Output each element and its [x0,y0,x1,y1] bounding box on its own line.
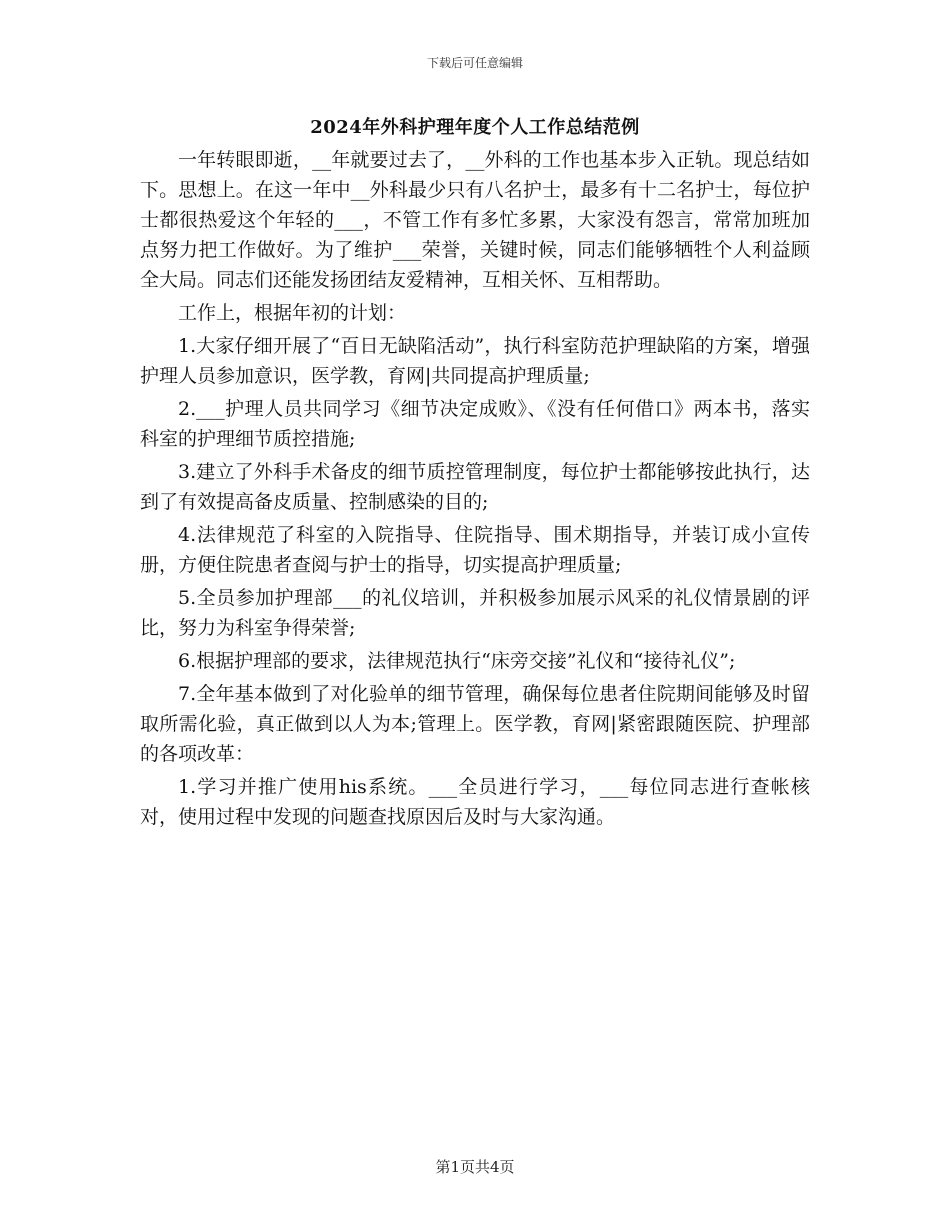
paragraph-item-3: 3.建立了外科手术备皮的细节质控管理制度，每位护士都能够按此执行，达到了有效提高备皮质量、控制感染的目的; [140,461,810,513]
document-body [140,145,810,832]
paragraph-intro: 一年转眼即逝，__年就要过去了，__外科的工作也基本步入正轨。现总结如下。思想上。在这一年中__外科最少只有八名护士，最多有十二名护士，每位护士都很热爱这个年轻的___，不管工作有多忙多累，大家没有怨言，常常加班加点努力把工作做好。为了维护___荣誉，关键时候，同志们能够牺牲个人利益顾全大局。同志们还能发扬团结友爱精神，互相关怀、互相帮助。 [140,149,810,291]
document-title: 2024年外科护理年度个人工作总结范例 [310,117,640,138]
paragraph-item-7: 7.全年基本做到了对化验单的细节管理，确保每位患者住院期间能够及时留取所需化验，真正做到以人为本;管理上。医学教，育网|紧密跟随医院、护理部的各项改革： [140,683,810,765]
paragraph-item-1: 1.大家仔细开展了“百日无缺陷活动”，执行科室防范护理缺陷的方案，增强护理人员参加意识，医学教，育网|共同提高护理质量; [140,335,810,387]
paragraph-work-plan: 工作上，根据年初的计划： [178,302,407,324]
paragraph-item-2: 2.___护理人员共同学习《细节决定成败》、《没有任何借口》两本书，落实科室的护理细节质控措施; [140,398,810,450]
page-number: 第1页共4页 [435,1158,515,1176]
paragraph-item-5: 5.全员参加护理部___的礼仪培训，并积极参加展示风采的礼仪情景剧的评比，努力为科室争得荣誉; [140,587,810,639]
paragraph-item-6: 6.根据护理部的要求，法律规范执行“床旁交接”礼仪和“接待礼仪”; [178,650,736,672]
paragraph-management-1: 1.学习并推广使用his系统。___全员进行学习，___每位同志进行查帐核对，使用过程中发现的问题查找原因后及时与大家沟通。 [140,776,810,828]
paragraph-item-4: 4.法律规范了科室的入院指导、住院指导、围术期指导，并装订成小宣传册，方便住院患者查阅与护士的指导，切实提高护理质量; [140,524,810,576]
header-note: 下载后可任意编辑 [426,56,523,70]
